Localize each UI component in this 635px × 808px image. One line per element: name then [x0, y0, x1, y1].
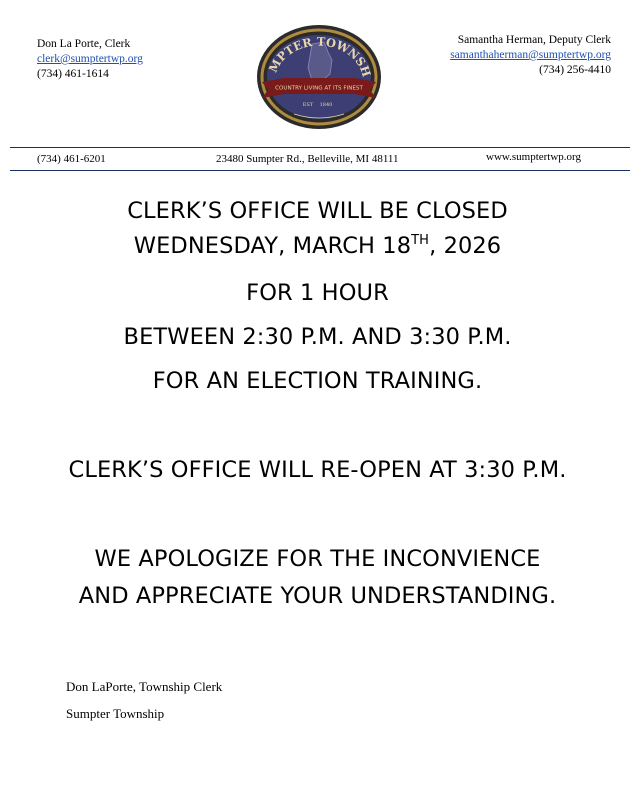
header-rule-bottom: [10, 170, 630, 171]
clerk-phone: (734) 461-1614: [37, 68, 109, 80]
clerk-email-link[interactable]: clerk@sumptertwp.org: [37, 53, 143, 65]
notice-line-reason: FOR AN ELECTION TRAINING.: [152, 368, 483, 394]
deputy-clerk-name: Samantha Herman, Deputy Clerk: [457, 34, 611, 46]
header-rule-top: [10, 147, 630, 148]
deputy-clerk-contact: [450, 33, 611, 78]
clerk-name: Don La Porte, Clerk: [37, 38, 131, 50]
office-phone: (734) 461-6201: [37, 153, 106, 165]
seal-year-text: 1840: [319, 102, 333, 108]
deputy-clerk-email-link[interactable]: samanthaherman@sumptertwp.org: [450, 49, 611, 61]
township-seal: [254, 22, 384, 132]
notice-line-closed: CLERK’S OFFICE WILL BE CLOSED: [127, 198, 508, 224]
notice-line-date: WEDNESDAY, MARCH 18TH, 2026: [133, 233, 502, 259]
seal-top-text: MPTER TOWNSH: [265, 34, 374, 79]
notice-line-thanks: AND APPRECIATE YOUR UNDERSTANDING.: [78, 583, 557, 609]
signature-org: Sumpter Township: [66, 706, 165, 721]
notice-line-duration: FOR 1 HOUR: [246, 280, 389, 306]
notice-line-time: BETWEEN 2:30 P.M. AND 3:30 P.M.: [123, 324, 512, 350]
office-address: 23480 Sumpter Rd., Belleville, MI 48111: [216, 153, 399, 165]
notice-line-apology: WE APOLOGIZE FOR THE INCONVIENCE: [94, 546, 541, 572]
signature-name: Don LaPorte, Township Clerk: [66, 679, 223, 694]
seal-est-text: EST: [302, 102, 314, 108]
deputy-clerk-phone: (734) 256-4410: [539, 64, 611, 76]
seal-banner-text: COUNTRY LIVING AT ITS FINEST: [275, 85, 363, 92]
website-link[interactable]: www.sumptertwp.org: [486, 151, 582, 163]
clerk-contact: [37, 37, 143, 82]
notice-line-reopen: CLERK’S OFFICE WILL RE-OPEN AT 3:30 P.M.: [68, 457, 567, 483]
date-ordinal: TH: [411, 233, 430, 248]
